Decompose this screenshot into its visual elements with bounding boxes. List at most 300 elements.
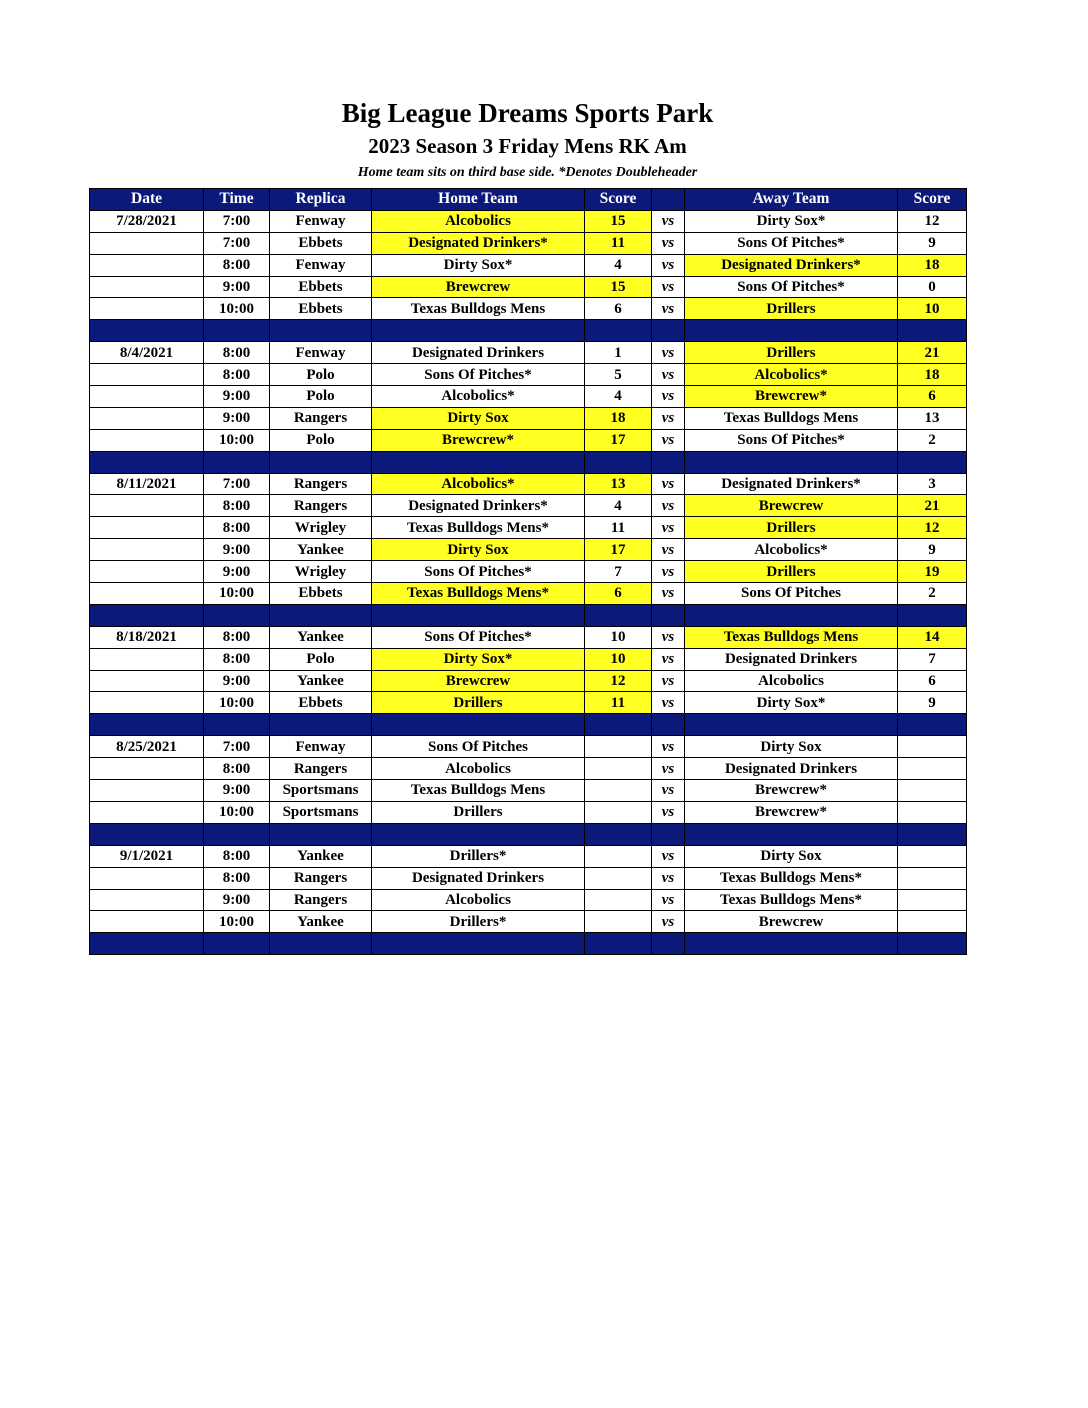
separator-cell bbox=[270, 320, 372, 342]
home-score: 10 bbox=[585, 648, 652, 670]
table-row bbox=[90, 889, 967, 911]
vs-label: vs bbox=[652, 692, 685, 714]
game-replica: Ebbets bbox=[270, 232, 372, 254]
separator-cell bbox=[685, 933, 898, 955]
separator-cell bbox=[204, 823, 270, 845]
home-team: Sons Of Pitches* bbox=[372, 364, 585, 386]
vs-label: vs bbox=[652, 780, 685, 802]
separator-cell bbox=[652, 451, 685, 473]
separator-cell bbox=[685, 320, 898, 342]
vs-label: vs bbox=[652, 429, 685, 451]
home-team: Alcobolics* bbox=[372, 386, 585, 408]
game-date: 8/25/2021 bbox=[90, 736, 204, 758]
home-score bbox=[585, 736, 652, 758]
table-row bbox=[90, 298, 967, 320]
away-team: Alcobolics* bbox=[685, 539, 898, 561]
home-team: Alcobolics* bbox=[372, 473, 585, 495]
game-date bbox=[90, 232, 204, 254]
vs-label: vs bbox=[652, 648, 685, 670]
away-team: Alcobolics* bbox=[685, 364, 898, 386]
separator-cell bbox=[585, 451, 652, 473]
away-score: 6 bbox=[898, 386, 967, 408]
game-time: 7:00 bbox=[204, 473, 270, 495]
table-row bbox=[90, 845, 967, 867]
game-time: 9:00 bbox=[204, 780, 270, 802]
home-score: 10 bbox=[585, 626, 652, 648]
game-date: 7/28/2021 bbox=[90, 210, 204, 232]
home-team: Dirty Sox bbox=[372, 407, 585, 429]
game-replica: Yankee bbox=[270, 845, 372, 867]
table-row bbox=[90, 736, 967, 758]
table-row bbox=[90, 429, 967, 451]
vs-label: vs bbox=[652, 210, 685, 232]
table-row bbox=[90, 648, 967, 670]
game-time: 9:00 bbox=[204, 386, 270, 408]
game-time: 7:00 bbox=[204, 736, 270, 758]
away-team: Brewcrew bbox=[685, 495, 898, 517]
away-score: 10 bbox=[898, 298, 967, 320]
home-score: 4 bbox=[585, 495, 652, 517]
game-time: 8:00 bbox=[204, 626, 270, 648]
away-team: Dirty Sox bbox=[685, 845, 898, 867]
separator-cell bbox=[270, 933, 372, 955]
home-team: Brewcrew* bbox=[372, 429, 585, 451]
away-score: 6 bbox=[898, 670, 967, 692]
vs-label: vs bbox=[652, 583, 685, 605]
game-time: 10:00 bbox=[204, 583, 270, 605]
away-team: Brewcrew* bbox=[685, 780, 898, 802]
game-date bbox=[90, 276, 204, 298]
game-replica: Rangers bbox=[270, 758, 372, 780]
game-date: 8/18/2021 bbox=[90, 626, 204, 648]
game-replica: Ebbets bbox=[270, 298, 372, 320]
away-score bbox=[898, 867, 967, 889]
game-date bbox=[90, 867, 204, 889]
home-score: 5 bbox=[585, 364, 652, 386]
table-row bbox=[90, 232, 967, 254]
game-replica: Yankee bbox=[270, 626, 372, 648]
game-replica: Fenway bbox=[270, 342, 372, 364]
week-separator bbox=[90, 714, 967, 736]
table-row bbox=[90, 583, 967, 605]
week-separator bbox=[90, 320, 967, 342]
game-time: 8:00 bbox=[204, 495, 270, 517]
game-date bbox=[90, 407, 204, 429]
separator-cell bbox=[898, 933, 967, 955]
home-score: 11 bbox=[585, 232, 652, 254]
home-score bbox=[585, 801, 652, 823]
separator-cell bbox=[585, 933, 652, 955]
week-separator bbox=[90, 604, 967, 626]
game-replica: Rangers bbox=[270, 407, 372, 429]
away-team: Sons Of Pitches bbox=[685, 583, 898, 605]
game-date bbox=[90, 758, 204, 780]
vs-label: vs bbox=[652, 845, 685, 867]
away-team: Dirty Sox* bbox=[685, 210, 898, 232]
away-score: 21 bbox=[898, 495, 967, 517]
game-time: 8:00 bbox=[204, 364, 270, 386]
table-row bbox=[90, 473, 967, 495]
away-score: 12 bbox=[898, 210, 967, 232]
game-date bbox=[90, 495, 204, 517]
away-team: Designated Drinkers bbox=[685, 648, 898, 670]
home-team: Dirty Sox* bbox=[372, 648, 585, 670]
separator-cell bbox=[270, 604, 372, 626]
game-time: 7:00 bbox=[204, 232, 270, 254]
vs-label: vs bbox=[652, 539, 685, 561]
game-time: 9:00 bbox=[204, 539, 270, 561]
table-row bbox=[90, 364, 967, 386]
col-vs bbox=[652, 189, 685, 211]
game-date bbox=[90, 561, 204, 583]
home-team: Sons Of Pitches* bbox=[372, 561, 585, 583]
game-replica: Wrigley bbox=[270, 561, 372, 583]
game-replica: Fenway bbox=[270, 210, 372, 232]
vs-label: vs bbox=[652, 232, 685, 254]
home-team: Sons Of Pitches* bbox=[372, 626, 585, 648]
away-score: 19 bbox=[898, 561, 967, 583]
game-time: 7:00 bbox=[204, 210, 270, 232]
table-row bbox=[90, 254, 967, 276]
home-team: Drillers bbox=[372, 801, 585, 823]
home-team: Sons Of Pitches bbox=[372, 736, 585, 758]
vs-label: vs bbox=[652, 495, 685, 517]
vs-label: vs bbox=[652, 889, 685, 911]
away-team: Drillers bbox=[685, 517, 898, 539]
separator-cell bbox=[204, 714, 270, 736]
home-team: Dirty Sox bbox=[372, 539, 585, 561]
away-score bbox=[898, 801, 967, 823]
game-date bbox=[90, 648, 204, 670]
vs-label: vs bbox=[652, 670, 685, 692]
away-score: 3 bbox=[898, 473, 967, 495]
away-score: 13 bbox=[898, 407, 967, 429]
away-team: Dirty Sox bbox=[685, 736, 898, 758]
vs-label: vs bbox=[652, 386, 685, 408]
vs-label: vs bbox=[652, 407, 685, 429]
separator-cell bbox=[652, 933, 685, 955]
home-team: Texas Bulldogs Mens bbox=[372, 298, 585, 320]
away-score: 9 bbox=[898, 692, 967, 714]
separator-cell bbox=[652, 714, 685, 736]
separator-cell bbox=[372, 604, 585, 626]
table-row bbox=[90, 561, 967, 583]
home-score: 4 bbox=[585, 386, 652, 408]
home-team: Alcobolics bbox=[372, 889, 585, 911]
separator-cell bbox=[90, 320, 204, 342]
home-score: 4 bbox=[585, 254, 652, 276]
separator-cell bbox=[898, 451, 967, 473]
header-row bbox=[90, 189, 967, 211]
week-separator bbox=[90, 823, 967, 845]
table-row bbox=[90, 342, 967, 364]
col-away-score: Score bbox=[898, 189, 967, 211]
game-replica: Rangers bbox=[270, 867, 372, 889]
away-score: 21 bbox=[898, 342, 967, 364]
page-title: Big League Dreams Sports Park bbox=[341, 98, 714, 128]
game-date bbox=[90, 298, 204, 320]
game-time: 10:00 bbox=[204, 801, 270, 823]
home-score bbox=[585, 867, 652, 889]
vs-label: vs bbox=[652, 801, 685, 823]
game-date bbox=[90, 692, 204, 714]
vs-label: vs bbox=[652, 473, 685, 495]
vs-label: vs bbox=[652, 276, 685, 298]
separator-cell bbox=[652, 320, 685, 342]
away-team: Brewcrew bbox=[685, 911, 898, 933]
home-team: Alcobolics bbox=[372, 758, 585, 780]
home-score: 13 bbox=[585, 473, 652, 495]
away-score: 2 bbox=[898, 583, 967, 605]
away-team: Drillers bbox=[685, 298, 898, 320]
table-row bbox=[90, 911, 967, 933]
game-replica: Ebbets bbox=[270, 276, 372, 298]
home-score bbox=[585, 889, 652, 911]
home-team: Alcobolics bbox=[372, 210, 585, 232]
col-away-team: Away Team bbox=[685, 189, 898, 211]
vs-label: vs bbox=[652, 561, 685, 583]
separator-cell bbox=[204, 933, 270, 955]
game-replica: Rangers bbox=[270, 473, 372, 495]
home-score: 11 bbox=[585, 692, 652, 714]
away-score bbox=[898, 780, 967, 802]
home-score: 6 bbox=[585, 583, 652, 605]
schedule-body bbox=[90, 210, 967, 954]
home-team: Texas Bulldogs Mens* bbox=[372, 583, 585, 605]
table-row bbox=[90, 407, 967, 429]
week-separator bbox=[90, 451, 967, 473]
game-time: 10:00 bbox=[204, 692, 270, 714]
game-replica: Polo bbox=[270, 429, 372, 451]
vs-label: vs bbox=[652, 911, 685, 933]
game-replica: Polo bbox=[270, 364, 372, 386]
separator-cell bbox=[685, 451, 898, 473]
vs-label: vs bbox=[652, 867, 685, 889]
separator-cell bbox=[90, 604, 204, 626]
home-team: Designated Drinkers bbox=[372, 342, 585, 364]
home-score: 17 bbox=[585, 539, 652, 561]
week-separator bbox=[90, 933, 967, 955]
away-score bbox=[898, 736, 967, 758]
away-score: 12 bbox=[898, 517, 967, 539]
away-team: Texas Bulldogs Mens* bbox=[685, 889, 898, 911]
vs-label: vs bbox=[652, 758, 685, 780]
home-score: 7 bbox=[585, 561, 652, 583]
table-row bbox=[90, 780, 967, 802]
table-row bbox=[90, 867, 967, 889]
game-time: 8:00 bbox=[204, 758, 270, 780]
game-time: 8:00 bbox=[204, 254, 270, 276]
away-score: 9 bbox=[898, 232, 967, 254]
game-time: 8:00 bbox=[204, 342, 270, 364]
separator-cell bbox=[585, 823, 652, 845]
game-replica: Ebbets bbox=[270, 583, 372, 605]
game-date: 8/4/2021 bbox=[90, 342, 204, 364]
away-team: Alcobolics bbox=[685, 670, 898, 692]
home-team: Dirty Sox* bbox=[372, 254, 585, 276]
game-time: 10:00 bbox=[204, 298, 270, 320]
home-team: Texas Bulldogs Mens* bbox=[372, 517, 585, 539]
separator-cell bbox=[685, 823, 898, 845]
game-replica: Yankee bbox=[270, 911, 372, 933]
home-score bbox=[585, 758, 652, 780]
separator-cell bbox=[90, 933, 204, 955]
home-score bbox=[585, 911, 652, 933]
separator-cell bbox=[585, 320, 652, 342]
home-team: Designated Drinkers bbox=[372, 867, 585, 889]
away-score: 14 bbox=[898, 626, 967, 648]
home-score: 15 bbox=[585, 276, 652, 298]
game-date bbox=[90, 254, 204, 276]
home-score: 6 bbox=[585, 298, 652, 320]
table-row bbox=[90, 801, 967, 823]
game-date bbox=[90, 801, 204, 823]
vs-label: vs bbox=[652, 364, 685, 386]
game-date bbox=[90, 364, 204, 386]
separator-cell bbox=[372, 320, 585, 342]
away-score bbox=[898, 758, 967, 780]
game-time: 9:00 bbox=[204, 889, 270, 911]
table-row bbox=[90, 276, 967, 298]
vs-label: vs bbox=[652, 517, 685, 539]
away-team: Designated Drinkers* bbox=[685, 473, 898, 495]
game-date bbox=[90, 429, 204, 451]
home-team: Drillers* bbox=[372, 911, 585, 933]
game-replica: Sportsmans bbox=[270, 780, 372, 802]
separator-cell bbox=[270, 451, 372, 473]
col-home-score: Score bbox=[585, 189, 652, 211]
away-team: Texas Bulldogs Mens bbox=[685, 407, 898, 429]
game-replica: Polo bbox=[270, 648, 372, 670]
separator-cell bbox=[685, 604, 898, 626]
game-date bbox=[90, 780, 204, 802]
away-team: Sons Of Pitches* bbox=[685, 276, 898, 298]
game-time: 8:00 bbox=[204, 845, 270, 867]
away-team: Sons Of Pitches* bbox=[685, 232, 898, 254]
game-time: 8:00 bbox=[204, 648, 270, 670]
away-team: Texas Bulldogs Mens bbox=[685, 626, 898, 648]
away-team: Sons Of Pitches* bbox=[685, 429, 898, 451]
col-home-team: Home Team bbox=[372, 189, 585, 211]
table-row bbox=[90, 758, 967, 780]
game-date bbox=[90, 517, 204, 539]
separator-cell bbox=[372, 823, 585, 845]
vs-label: vs bbox=[652, 626, 685, 648]
separator-cell bbox=[372, 933, 585, 955]
game-replica: Fenway bbox=[270, 254, 372, 276]
separator-cell bbox=[685, 714, 898, 736]
schedule-table bbox=[89, 188, 967, 955]
table-row bbox=[90, 210, 967, 232]
away-team: Designated Drinkers* bbox=[685, 254, 898, 276]
col-replica: Replica bbox=[270, 189, 372, 211]
home-team: Drillers bbox=[372, 692, 585, 714]
separator-cell bbox=[90, 823, 204, 845]
game-replica: Yankee bbox=[270, 670, 372, 692]
game-replica: Ebbets bbox=[270, 692, 372, 714]
away-team: Drillers bbox=[685, 561, 898, 583]
home-team: Brewcrew bbox=[372, 276, 585, 298]
separator-cell bbox=[372, 451, 585, 473]
separator-cell bbox=[204, 320, 270, 342]
vs-label: vs bbox=[652, 736, 685, 758]
home-team: Texas Bulldogs Mens bbox=[372, 780, 585, 802]
home-score bbox=[585, 780, 652, 802]
game-time: 10:00 bbox=[204, 429, 270, 451]
game-date bbox=[90, 539, 204, 561]
separator-cell bbox=[270, 823, 372, 845]
away-score: 9 bbox=[898, 539, 967, 561]
table-row bbox=[90, 670, 967, 692]
table-row bbox=[90, 692, 967, 714]
separator-cell bbox=[270, 714, 372, 736]
game-time: 8:00 bbox=[204, 867, 270, 889]
away-team: Texas Bulldogs Mens* bbox=[685, 867, 898, 889]
game-date bbox=[90, 911, 204, 933]
game-replica: Yankee bbox=[270, 539, 372, 561]
game-date bbox=[90, 889, 204, 911]
schedule-note: Home team sits on third base side. *Denotes Doubleheader bbox=[357, 165, 698, 180]
separator-cell bbox=[204, 604, 270, 626]
home-team: Designated Drinkers* bbox=[372, 232, 585, 254]
away-score bbox=[898, 911, 967, 933]
separator-cell bbox=[585, 604, 652, 626]
table-row bbox=[90, 386, 967, 408]
home-score: 1 bbox=[585, 342, 652, 364]
game-replica: Sportsmans bbox=[270, 801, 372, 823]
table-row bbox=[90, 517, 967, 539]
separator-cell bbox=[652, 604, 685, 626]
away-score: 18 bbox=[898, 364, 967, 386]
game-date bbox=[90, 583, 204, 605]
away-score: 7 bbox=[898, 648, 967, 670]
game-replica: Wrigley bbox=[270, 517, 372, 539]
table-row bbox=[90, 539, 967, 561]
away-team: Drillers bbox=[685, 342, 898, 364]
game-time: 8:00 bbox=[204, 517, 270, 539]
separator-cell bbox=[652, 823, 685, 845]
game-replica: Rangers bbox=[270, 889, 372, 911]
away-score: 0 bbox=[898, 276, 967, 298]
away-score bbox=[898, 889, 967, 911]
game-replica: Polo bbox=[270, 386, 372, 408]
separator-cell bbox=[90, 451, 204, 473]
home-team: Brewcrew bbox=[372, 670, 585, 692]
home-team: Drillers* bbox=[372, 845, 585, 867]
game-date bbox=[90, 670, 204, 692]
home-score: 15 bbox=[585, 210, 652, 232]
game-time: 9:00 bbox=[204, 276, 270, 298]
separator-cell bbox=[90, 714, 204, 736]
away-score: 18 bbox=[898, 254, 967, 276]
separator-cell bbox=[898, 320, 967, 342]
game-date bbox=[90, 386, 204, 408]
game-date: 8/11/2021 bbox=[90, 473, 204, 495]
away-team: Brewcrew* bbox=[685, 801, 898, 823]
away-team: Brewcrew* bbox=[685, 386, 898, 408]
separator-cell bbox=[204, 451, 270, 473]
game-replica: Rangers bbox=[270, 495, 372, 517]
vs-label: vs bbox=[652, 342, 685, 364]
separator-cell bbox=[372, 714, 585, 736]
separator-cell bbox=[898, 604, 967, 626]
home-score bbox=[585, 845, 652, 867]
separator-cell bbox=[898, 714, 967, 736]
away-team: Designated Drinkers bbox=[685, 758, 898, 780]
separator-cell bbox=[898, 823, 967, 845]
game-time: 10:00 bbox=[204, 911, 270, 933]
vs-label: vs bbox=[652, 298, 685, 320]
